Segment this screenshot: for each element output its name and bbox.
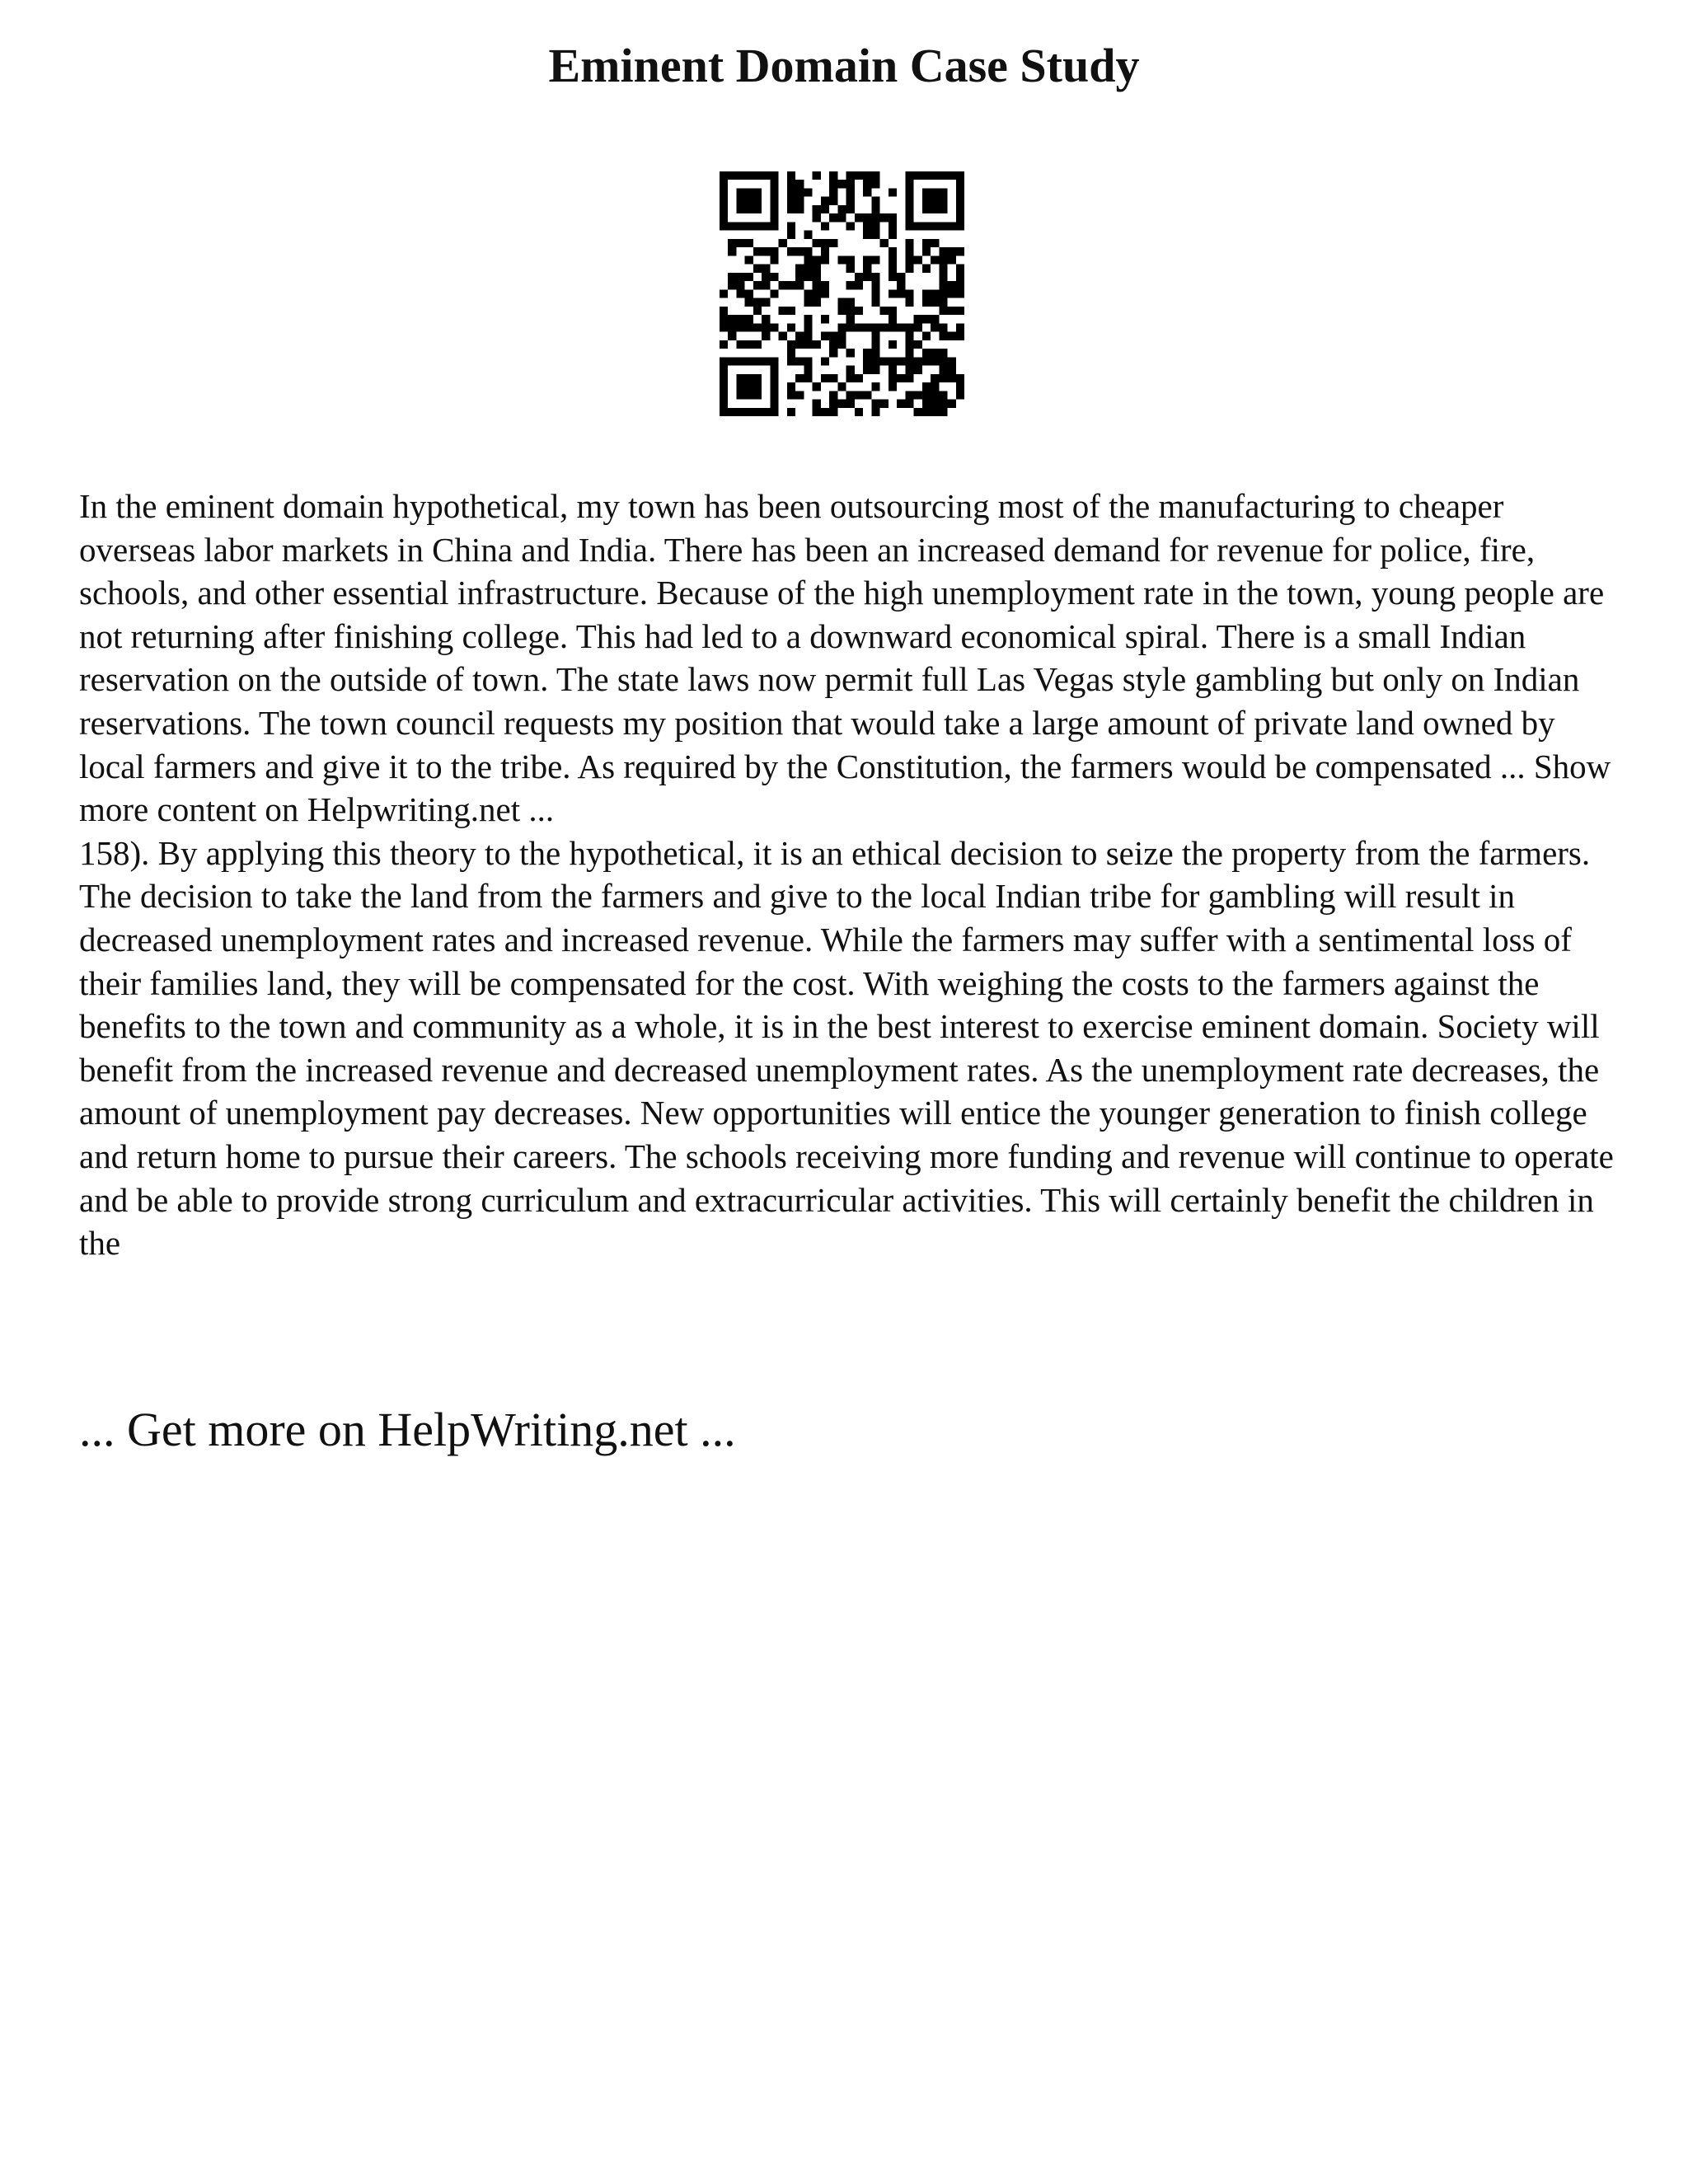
document-body bbox=[79, 485, 1620, 1265]
document-title: Eminent Domain Case Study bbox=[548, 39, 1140, 92]
qr-code-icon bbox=[720, 171, 964, 416]
get-more-link[interactable]: ... Get more on HelpWriting.net ... bbox=[79, 1403, 736, 1456]
body-paragraph: In the eminent domain hypothetical, my town has been outsourcing most of the manufacturing to cheaper overseas labor markets in China and India. There has been an increased demand for revenue for police, fire, schools, and other essential infrastructure. Because of the high unemployment rate in the town, young people are not returning after finishing college. This had led to a downward economical spiral. There is a small Indian reservation on the outside of town. The state laws now permit full Las Vegas style gambling but only on Indian reservations. The town council requests my position that would take a large amount of private land owned by local farmers and give it to the tribe. As required by the Constitution, the farmers would be compensated ... Show more content on Helpwriting.net ... bbox=[79, 487, 1611, 829]
body-paragraph: 158). By applying this theory to the hypothetical, it is an ethical decision to seize the property from the farmers. The decision to take the land from the farmers and give to the local Indian tribe for gambling will result in decreased unemployment rates and increased revenue. While the farmers may suffer with a sentimental loss of their families land, they will be compensated for the cost. With weighing the costs to the farmers against the benefits to the town and community as a whole, it is in the best interest to exercise eminent domain. Society will benefit from the increased revenue and decreased unemployment rates. As the unemployment rate decreases, the amount of unemployment pay decreases. New opportunities will entice the younger generation to finish college and return home to pursue their careers. The schools receiving more funding and revenue will continue to operate and be able to provide strong curriculum and extracurricular activities. This will certainly benefit the children in the bbox=[79, 833, 1614, 1263]
